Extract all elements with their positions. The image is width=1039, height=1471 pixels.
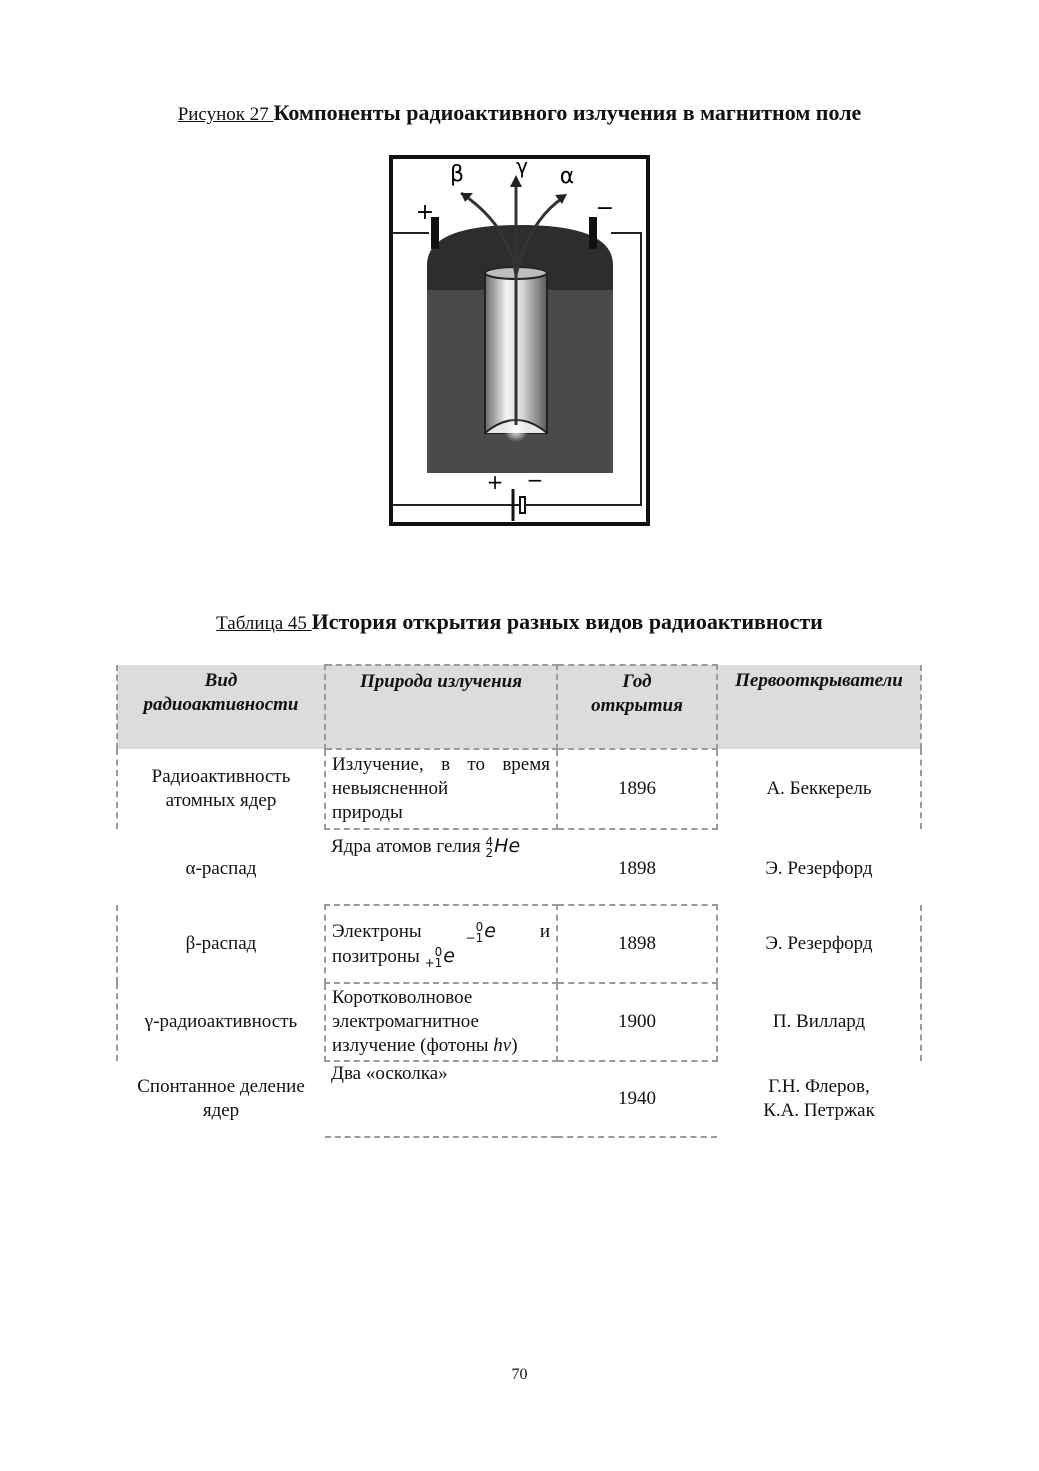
cell-discoverers: Э. Резерфорд <box>717 905 921 983</box>
cell-nature: Коротковолновое электромагнитное излучение (фотоны hv) <box>325 983 557 1061</box>
gamma-label: γ <box>516 155 528 178</box>
cell-type: Спонтанное деление ядер <box>137 1076 305 1121</box>
cell-discoverers: Г.Н. Флеров, К.А. Петржак <box>763 1076 875 1121</box>
header-nature: Природа излучения <box>325 665 557 749</box>
cell-nature: Ядра атомов гелия 4 2 He <box>331 834 521 860</box>
cell-nature: Электроны 0 −1 e и позитроны 0 +1 e <box>325 905 557 983</box>
table-row <box>117 983 921 1061</box>
table-caption <box>0 609 1039 635</box>
cell-year: 1898 <box>618 858 656 879</box>
figure-caption <box>0 100 1039 126</box>
table-row <box>117 749 921 829</box>
table-row <box>117 905 921 983</box>
page-number: 70 <box>511 1366 528 1383</box>
cell-discoverers: П. Виллард <box>717 983 921 1061</box>
header-year: Год открытия <box>557 665 717 749</box>
cell-year: 1940 <box>557 1061 717 1137</box>
table-row <box>117 1061 921 1137</box>
cell-type: α-распад <box>185 858 257 879</box>
cell-discoverers: А. Беккерель <box>717 749 921 829</box>
battery-plus-label: + <box>486 470 504 494</box>
battery-minus-label: − <box>526 468 544 492</box>
cell-nature: Два «осколка» <box>325 1061 557 1137</box>
minus-right-label: − <box>595 196 615 221</box>
beta-label: β <box>449 162 465 187</box>
plus-left-label: + <box>415 200 435 225</box>
cell-nature: Излучение, в то время невыясненной природы <box>325 749 557 829</box>
figure-caption-prefix: Рисунок 27 <box>177 104 274 125</box>
header-type: Вид радиоактивности <box>117 665 325 749</box>
cell-type: γ-радиоактивность <box>117 983 325 1061</box>
cell-year: 1896 <box>557 749 717 829</box>
cell-discoverers: Э. Резерфорд <box>765 858 873 879</box>
plate-right <box>589 217 597 249</box>
cell-type: Радиоактивность атомных ядер <box>117 749 325 829</box>
radioactivity-history-table <box>116 664 922 1138</box>
header-discoverers: Первооткрыватели <box>717 665 921 749</box>
cell-type: β-распад <box>117 905 325 983</box>
figure-caption-title: Компоненты радиоактивного излучения в магнитном поле <box>273 100 862 125</box>
table-row <box>117 829 921 905</box>
table-caption-title: История открытия разных видов радиоактивности <box>311 609 823 634</box>
alpha-label: α <box>559 164 575 189</box>
cell-year: 1900 <box>557 983 717 1061</box>
cell-year: 1898 <box>557 905 717 983</box>
radiation-magnetic-field-figure <box>389 155 651 528</box>
table-caption-prefix: Таблица 45 <box>216 613 312 634</box>
battery-short-plate <box>520 497 525 513</box>
table-header-row <box>117 665 921 749</box>
